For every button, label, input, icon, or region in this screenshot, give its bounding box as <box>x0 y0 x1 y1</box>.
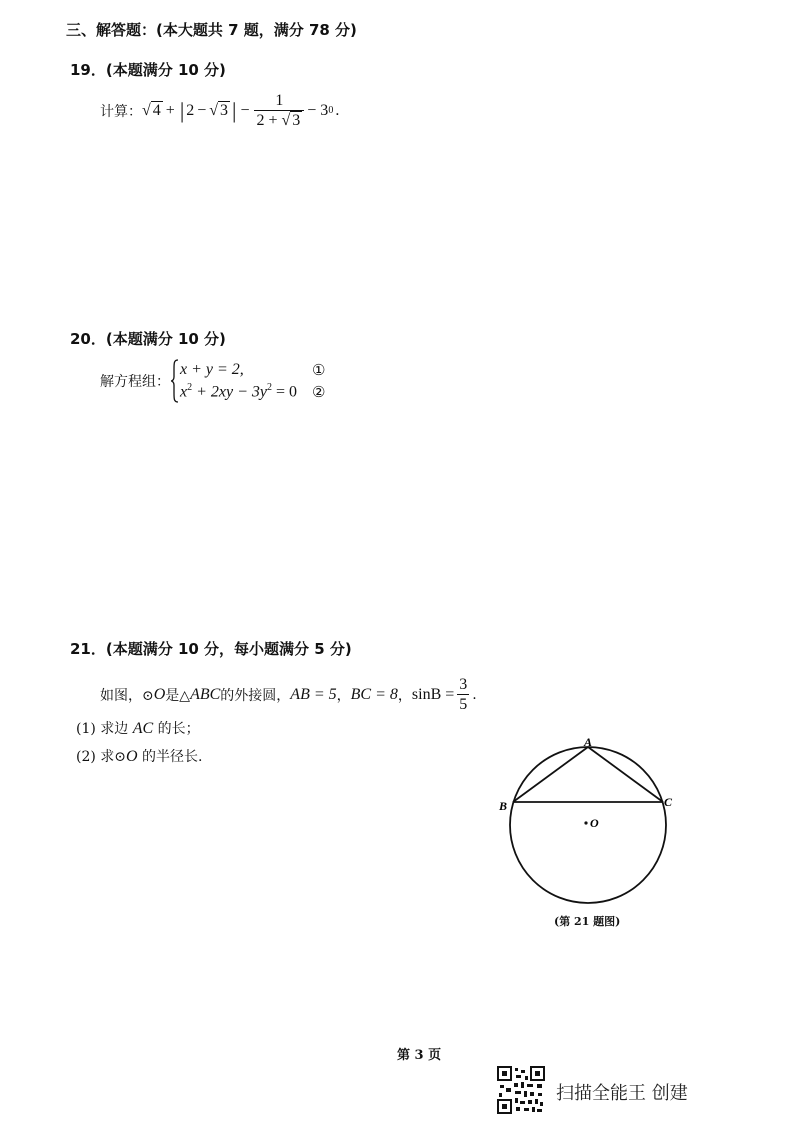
q21-part1-b: AC <box>132 720 154 737</box>
q21-stem-c: 的外接圆， <box>220 687 291 704</box>
q19-tail: − 3 <box>307 101 329 119</box>
q21-stem-a: 如图，⊙ <box>100 687 154 704</box>
q20-eq1-row <box>180 359 325 381</box>
label-c: C <box>664 795 673 809</box>
q19-frac-den-a: 2 + <box>256 111 278 129</box>
section-title: 三、解答题：(本大题共 7 题，满分 78 分) <box>66 21 357 39</box>
q21-sep1: ， <box>336 687 351 704</box>
q20-eq2-exp2: 2 <box>267 382 273 394</box>
circle-o <box>510 747 666 903</box>
q20-eq2-mid: + 2xy − 3y <box>192 383 268 401</box>
q21-fraction <box>457 676 469 713</box>
q21-sep2: ， <box>397 687 412 704</box>
q21-part1 <box>76 718 200 738</box>
q21-figure-caption: (第 21 题图) <box>554 915 621 928</box>
label-b: B <box>499 799 508 813</box>
q20-eq2 <box>180 382 298 401</box>
q19-plus: + <box>165 101 175 119</box>
q21-stem-b: 是△ <box>165 687 191 704</box>
sqrt-3-radicand: 3 <box>220 101 229 119</box>
sqrt-4-radicand: 4 <box>152 101 161 119</box>
q21-part2-c: 的半径长. <box>137 749 203 765</box>
abs-open: | <box>179 97 185 123</box>
q20-mark1: ① <box>312 362 326 379</box>
q20-eq2-x: x <box>180 383 188 401</box>
brace-icon <box>170 359 180 403</box>
q21-frac-num: 3 <box>459 676 468 693</box>
q21-frac-den: 5 <box>459 695 468 713</box>
q19-expression <box>100 92 339 129</box>
abs-close: | <box>232 97 237 123</box>
q21-part1-a: (1) 求边 <box>76 721 133 737</box>
sqrt-4: √ 4 <box>142 101 161 119</box>
segment-ab <box>513 747 588 802</box>
qr-code-icon <box>497 1066 545 1114</box>
q19-period: . <box>335 101 340 119</box>
q21-ab: AB = 5 <box>290 685 337 703</box>
q20-system <box>100 359 325 403</box>
q20-eq2-end: = 0 <box>272 383 298 401</box>
q19-frac-den-sqrt: 3 <box>292 111 301 129</box>
q20-equations <box>180 359 325 403</box>
q21-stem <box>100 676 477 713</box>
q21-stem-abc: ABC <box>190 685 221 703</box>
q20-eq2-row <box>180 381 325 403</box>
q21-part1-c: 的长； <box>153 721 200 737</box>
q21-part2 <box>76 746 202 766</box>
q20-header: 20．(本题满分 10 分) <box>70 330 226 348</box>
q19-two: 2 <box>186 101 195 119</box>
q21-part2-a: (2) 求⊙ <box>76 749 127 765</box>
q21-bc: BC = 8 <box>350 685 398 703</box>
q19-exp: 0 <box>328 105 334 117</box>
segment-ac <box>588 747 663 802</box>
q19-frac-num: 1 <box>275 92 284 109</box>
q21-sinb: sinB = <box>411 685 455 703</box>
center-point <box>584 821 587 824</box>
label-a: A <box>584 735 593 749</box>
q19-fraction <box>254 92 304 129</box>
q21-figure <box>490 730 690 940</box>
q20-prefix: 解方程组： <box>100 374 170 390</box>
q21-part2-b: O <box>126 748 138 765</box>
q19-prefix: 计算： <box>100 103 142 120</box>
label-o: O <box>590 816 599 830</box>
q21-header: 21．(本题满分 10 分，每小题满分 5 分) <box>70 640 352 658</box>
scanner-watermark: 扫描全能王 创建 <box>556 1083 688 1104</box>
q20-mark2: ② <box>312 384 326 401</box>
q20-eq2-exp1: 2 <box>187 382 193 394</box>
q19-frac-den: 2 + √ 3 <box>254 110 304 130</box>
q19-minus: − <box>197 101 207 119</box>
q21-period: . <box>472 686 477 703</box>
q19-header: 19．(本题满分 10 分) <box>70 61 226 79</box>
sqrt-3: √ 3 <box>209 101 229 119</box>
q21-stem-o: O <box>153 685 166 703</box>
q19-minus2: − <box>240 101 250 119</box>
q20-eq1: x + y = 2, <box>180 361 244 378</box>
page-number: 第 3 页 <box>397 1048 442 1063</box>
